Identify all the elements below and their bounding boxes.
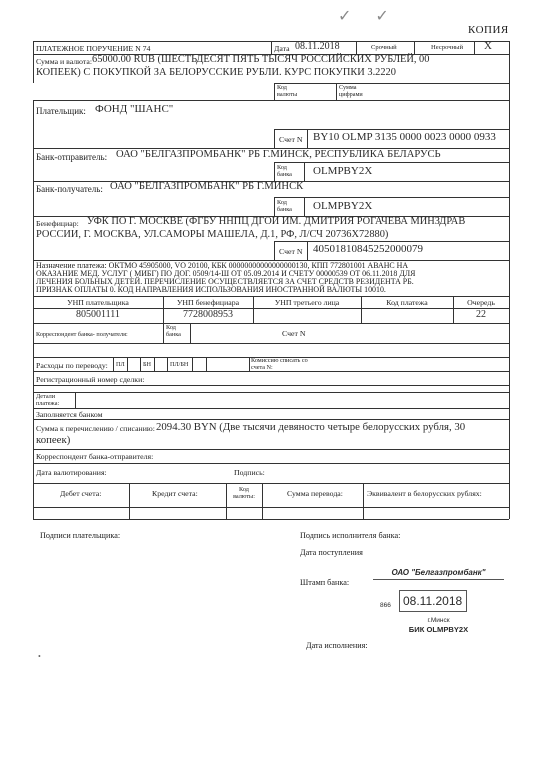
amount-text-line1: 65000.00 RUB (ШЕСТЬДЕСЯТ ПЯТЬ ТЫСЯЧ РОССИЙСКИХ РУБЛЕЙ, 00 xyxy=(92,54,430,65)
expenses-opt-plbn[interactable]: ПЛ/БН xyxy=(170,361,189,368)
sender-bank-label: Банк-отправитель: xyxy=(36,152,108,162)
table-currency-code-label: Код валюты: xyxy=(233,486,255,500)
correspondent-label: Корреспондент банка- получателя: xyxy=(36,331,128,338)
stamp-number: 866 xyxy=(380,602,391,609)
kopiya-label: КОПИЯ xyxy=(468,24,509,36)
payer-account: BY10 OLMP 3135 0000 0023 0000 0933 xyxy=(313,131,496,143)
purpose-line1: Назначение платежа: ОКТМО 45905000, VO 20100, КБК 00000000000000000130, КПП 772801001 АВАНС НА xyxy=(36,261,409,270)
beneficiary-line2: РОССИИ, Г. МОСКВА, УЛ.САМОРЫ МАШЕЛА, Д.1, РФ, Л/СЧ 20736Х72880) xyxy=(36,229,389,240)
sender-bank-code: OLMPBY2X xyxy=(313,165,373,177)
bank-stamp xyxy=(365,568,512,640)
payer-name: ФОНД "ШАНС" xyxy=(95,103,174,115)
expenses-opt-bn[interactable]: БН xyxy=(143,361,152,368)
stamp-city: г.Минск xyxy=(427,617,450,624)
date-label: Дата xyxy=(274,44,290,53)
purpose-line2: ОКАЗАНИЕ МЕД. УСЛУГ ( МИБГ) ПО ДОГ. 0509/14-Ш ОТ 05.09.2014 И СЧЕТУ 00000539 ОТ 06.11.2018 ДЛЯ xyxy=(36,269,416,278)
corr-sender-label: Корреспондент банка-отправителя: xyxy=(36,452,154,461)
equivalent-label: Эквивалент в белорусских рублях: xyxy=(367,489,482,498)
currency-code-label: Код валюты xyxy=(277,84,298,98)
unp-beneficiary-label: УНП бенефициара xyxy=(176,298,240,307)
queue-label: Очередь xyxy=(467,298,495,307)
receiver-bank-code-label: Код банка xyxy=(277,199,292,213)
signature-label: Подпись: xyxy=(234,468,265,477)
transfer-line1: 2094.30 BYN (Две тысячи девяносто четыре белорусских рубля, 30 xyxy=(156,421,466,433)
correspondent-account-label: Счет N xyxy=(282,329,306,338)
receiver-bank-code: OLMPBY2X xyxy=(313,200,373,212)
receiver-bank-name: ОАО "БЕЛГАЗПРОМБАНК" РБ Г.МИНСК xyxy=(110,181,304,192)
expenses-label: Расходы по переводу: xyxy=(36,361,108,370)
amount-label: Сумма и валюта: xyxy=(36,57,92,66)
filled-by-bank-label: Заполняется банком xyxy=(36,410,103,419)
bank-signature-label: Подпись исполнителя банка: xyxy=(300,531,401,540)
sender-bank-name: ОАО "БЕЛГАЗПРОМБАНК" РБ Г.МИНСК, РЕСПУБЛИКА БЕЛАРУСЬ xyxy=(116,149,441,160)
payer-label: Плательщик: xyxy=(36,106,86,116)
nonurgent-mark[interactable]: X xyxy=(484,40,492,52)
queue-value: 22 xyxy=(476,309,486,320)
stray-dot: • xyxy=(38,652,41,661)
transfer-label: Сумма к перечислению / списанию: xyxy=(36,424,155,433)
correspondent-code-label: Код банка xyxy=(166,324,181,338)
commission-label: Комиссию списать со счета N: xyxy=(251,357,308,371)
details-label: Детали платежа: xyxy=(36,393,60,407)
date-value: 08.11.2018 xyxy=(295,41,340,52)
stamp-bik: БИК OLMPBY2X xyxy=(408,625,469,634)
receiver-bank-label: Банк-получатель: xyxy=(36,184,103,194)
amount-text-line2: КОПЕЕК) С ПОКУПКОЙ ЗА БЕЛОРУССКИЕ РУБЛИ. КУРС ПОКУПКИ 3.2220 xyxy=(36,67,396,78)
sum-label: Сумма перевода: xyxy=(287,489,343,498)
beneficiary-account-label: Счет N xyxy=(279,247,303,256)
purpose-line3: ЛЕЧЕНИЯ БОЛЬНЫХ ДЕТЕЙ. ПЕРЕЧИСЛЕНИЕ ОСУЩЕСТВЛЯЕТСЯ ЗА СЧЕТ СРЕДСТВ РЕЗИДЕНТА РБ. xyxy=(36,277,414,286)
payer-signatures-label: Подписи плательщика: xyxy=(40,531,121,540)
execution-date-label: Дата исполнения: xyxy=(306,641,368,650)
unp-beneficiary-value: 7728008953 xyxy=(183,309,233,320)
sender-bank-code-label: Код банка xyxy=(277,164,292,178)
unp-third-label: УНП третьего лица xyxy=(274,298,340,307)
payment-code-label: Код платежа xyxy=(386,298,428,307)
stamp-date: 08.11.2018 xyxy=(403,594,463,608)
sum-digits-label: Сумма цифрами xyxy=(339,84,363,98)
purpose-line4: ПРИЗНАК ОПЛАТЫ 0. КОД НАПРАВЛЕНИЯ ИСПОЛЬЗОВАНИЯ ИНОСТРАННОЙ ВАЛЮТЫ 10010. xyxy=(36,285,386,294)
currency-date-label: Дата валютирования: xyxy=(36,468,107,477)
handwritten-mark: ✓ ✓ xyxy=(338,8,399,25)
receipt-date-label: Дата поступления xyxy=(300,548,363,557)
beneficiary-account: 40501810845252000079 xyxy=(313,243,423,255)
beneficiary-line1: УФК ПО Г. МОСКВЕ (ФГБУ ННПЦ ДГОИ ИМ. ДМИТРИЯ РОГАЧЕВА МИНЗДРАВ xyxy=(87,216,466,227)
unp-payer-value: 805001111 xyxy=(76,309,120,320)
urgent-label: Срочный xyxy=(371,44,397,51)
page-title: ПЛАТЕЖНОЕ ПОРУЧЕНИЕ N 74 xyxy=(36,44,151,53)
unp-payer-label: УНП плательщика xyxy=(67,298,129,307)
debit-label: Дебет счета: xyxy=(60,489,102,498)
payer-account-label: Счет N xyxy=(279,135,303,144)
stamp-bank-name: ОАО "Белгазпромбанк" xyxy=(391,568,486,577)
credit-label: Кредит счета: xyxy=(152,489,198,498)
beneficiary-label: Бенефициар: xyxy=(36,219,79,228)
transfer-line2: копеек) xyxy=(36,434,71,446)
stamp-label: Штамп банка: xyxy=(300,578,350,587)
deal-registration-label: Регистрационный номер сделки: xyxy=(36,375,145,384)
form-right-border xyxy=(509,41,510,519)
nonurgent-label: Несрочный xyxy=(431,44,464,51)
expenses-opt-pl[interactable]: ПЛ xyxy=(116,361,125,368)
